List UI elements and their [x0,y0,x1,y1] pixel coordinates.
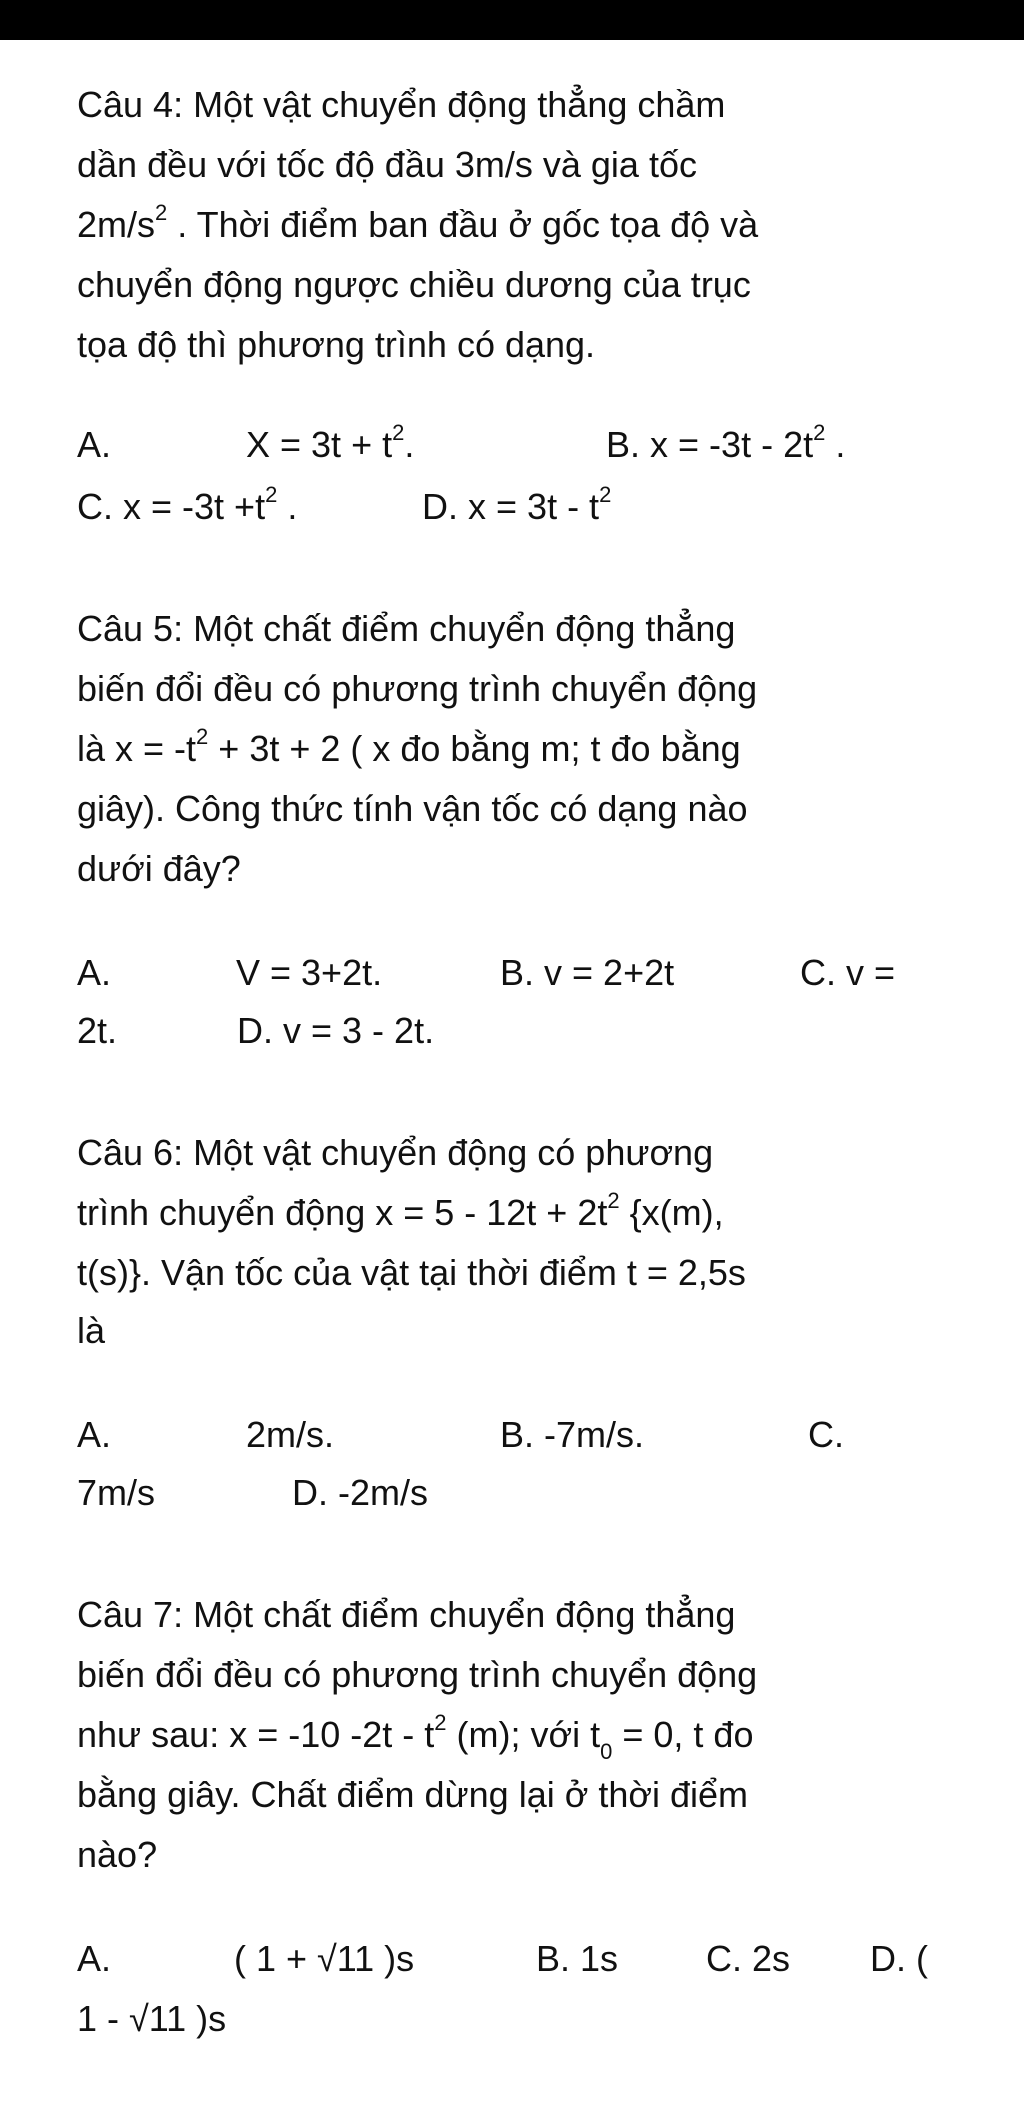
q6-option-a-label: A. [77,1414,112,1455]
q5-line-2: biến đổi đều có phương trình chuyển động [77,668,758,709]
q7-line-2: biến đổi đều có phương trình chuyển động [77,1654,758,1695]
q7-option-a: ( 1 + √11 )s [234,1938,415,1979]
document-page [0,40,1024,2114]
q4-option-a-sup: 2 [392,420,405,445]
q4-option-a-label: A. [77,424,112,465]
q4-option-b [606,418,845,472]
q7-option-b: B. 1s [536,1938,619,1979]
q7-line-3-a: như sau: x = -10 -2t - t [77,1714,435,1755]
q5-line-1: Câu 5: Một chất điểm chuyển động thẳng [77,608,736,649]
q7-line-3-sup: 2 [434,1710,447,1735]
q5-line-4: giây). Công thức tính vận tốc có dạng nào [77,788,748,829]
q4-option-b-label: B. [606,424,641,465]
q4-option-b-sup: 2 [813,420,826,445]
q6-option-d: D. -2m/s [292,1472,429,1513]
q7-line-3-sub: 0 [600,1739,613,1765]
q7-line-3-c: = 0, t đo [612,1714,754,1755]
q6-line-2-sup: 2 [607,1188,620,1213]
q6-line-4: là [77,1310,106,1351]
q4-line-3-sup: 2 [155,200,168,225]
q4-option-c-label: C. [77,486,113,527]
q4-option-b-eq: x = -3t - 2t [650,424,814,465]
q4-option-a [246,418,414,472]
q4-line-4: chuyển động ngược chiều dương của trục [77,264,751,305]
q6-line-2 [77,1186,724,1240]
q6-line-1: Câu 6: Một vật chuyển động có phương [77,1132,714,1173]
q7-option-d: D. ( [870,1938,928,1979]
q5-option-c-continued: 2t. [77,1010,118,1051]
q4-option-b-end: . [825,424,846,465]
q5-option-d: D. v = 3 - 2t. [237,1010,435,1051]
q4-option-d-sup: 2 [599,482,612,507]
q7-option-c: C. 2s [706,1938,791,1979]
q4-line-2: dần đều với tốc độ đầu 3m/s và gia tốc [77,144,697,185]
q4-option-a-eq: X = 3t + t [246,424,393,465]
q6-option-c-continued: 7m/s [77,1472,156,1513]
q5-line-3-b: + 3t + 2 ( x đo bằng m; t đo bằng [208,728,741,769]
q6-line-2-b: {x(m), [619,1192,724,1233]
q4-option-a-end: . [404,424,415,465]
q5-option-c: C. v = [800,952,896,993]
q7-line-3-b: (m); với t [446,1714,601,1755]
q4-option-d-eq: x = 3t - t [468,486,600,527]
q7-line-4: bằng giây. Chất điểm dừng lại ở thời điểm [77,1774,748,1815]
q4-line-3 [77,198,758,252]
q6-line-3: t(s)}. Vận tốc của vật tại thời điểm t = 2,5s [77,1252,746,1293]
q4-option-c [77,480,297,534]
q5-line-3-a: là x = -t [77,728,197,769]
q6-option-a: 2m/s. [246,1414,335,1455]
q4-option-d-label: D. [422,486,458,527]
q4-option-c-end: . [277,486,298,527]
q7-line-5: nào? [77,1834,158,1875]
q4-line-5: tọa độ thì phương trình có dạng. [77,324,596,365]
q7-line-1: Câu 7: Một chất điểm chuyển động thẳng [77,1594,736,1635]
q5-line-3 [77,722,741,776]
q5-option-a-label: A. [77,952,112,993]
q4-line-1: Câu 4: Một vật chuyển động thẳng chầm [77,84,726,125]
q7-line-3 [77,1708,754,1765]
q6-option-c: C. [808,1414,844,1455]
q5-option-a: V = 3+2t. [236,952,383,993]
q4-line-3-b: . Thời điểm ban đầu ở gốc tọa độ và [167,204,759,245]
q6-option-b: B. -7m/s. [500,1414,645,1455]
q4-option-c-eq: x = -3t +t [123,486,266,527]
q4-line-3-a: 2m/s [77,204,156,245]
q5-line-3-sup: 2 [196,724,209,749]
q5-line-5: dưới đây? [77,848,241,889]
q5-option-b: B. v = 2+2t [500,952,675,993]
q4-option-c-sup: 2 [265,482,278,507]
q7-option-d-continued: 1 - √11 )s [77,1998,227,2039]
q7-option-a-label: A. [77,1938,112,1979]
q4-option-d [422,480,611,534]
q6-line-2-a: trình chuyển động x = 5 - 12t + 2t [77,1192,608,1233]
